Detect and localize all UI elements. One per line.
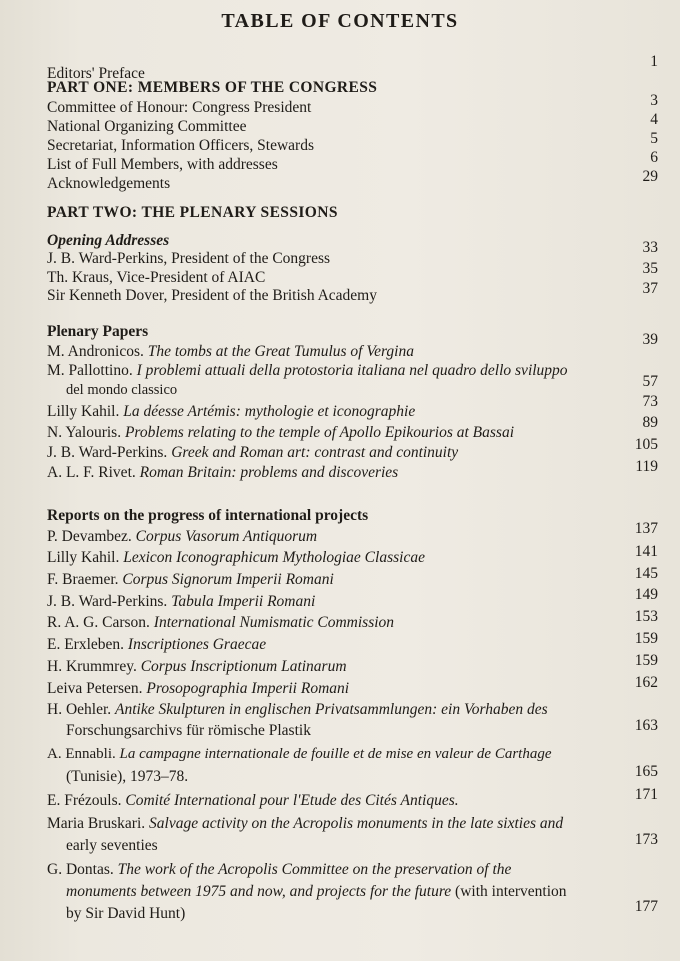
page-number: 1 [650,53,658,70]
toc-entry [47,860,511,879]
toc-entry [47,657,347,676]
entry-work: Roman Britain: problems and discoveries [139,464,399,481]
page-number: 171 [634,786,658,803]
toc-entry: Th. Kraus, Vice-President of AIAC [47,269,266,286]
page-number: 89 [642,414,658,431]
entry-work-italic: monuments between 1975 and now, and projects for the future [66,883,452,900]
entry-work: Inscriptiones Graecae [127,636,267,653]
entry-author: Leiva Petersen. [47,680,143,697]
toc-entry [47,700,548,719]
toc-entry [47,745,552,764]
entry-work: Antike Skulpturen in englischen Privatsammlungen: ein Vorhaben des [115,701,548,718]
page-number: 137 [634,520,658,537]
toc-entry: Sir Kenneth Dover, President of the British Academy [47,287,377,304]
entry-work-continued: Forschungsarchivs für römische Plastik [66,722,311,739]
entry-work: The tombs at the Great Tumulus of Vergina [147,343,414,360]
entry-work-continued: (Tunisie), 1973–78. [66,768,189,785]
toc-entry: National Organizing Committee [47,118,247,135]
entry-work-continued: early seventies [66,837,158,854]
entry-work: I problemi attuali della protostoria italiana nel quadro dello sviluppo [136,362,568,379]
page-number: 33 [642,239,658,256]
page-number: 57 [642,373,658,390]
entry-author: P. Devambez. [47,528,132,545]
entry-work: Greek and Roman art: contrast and continuity [171,444,459,461]
entry-work: La campagne internationale de fouille et de mise en valeur de Carthage [119,746,552,762]
page-number: 159 [634,630,658,647]
entry-author: Lilly Kahil. [47,549,120,566]
toc-entry [47,791,459,810]
part-two-heading: PART TWO: THE PLENARY SESSIONS [47,204,338,221]
page-number: 173 [634,831,658,848]
entry-author: M. Andronicos. [47,343,144,360]
opening-addresses-heading: Opening Addresses [47,232,170,249]
entry-work: The work of the Acropolis Committee on the preservation of the [117,861,512,878]
page-number: 3 [650,92,658,109]
page-number: 39 [642,331,658,348]
entry-author: E. Frézouls. [47,792,122,809]
entry-author: Lilly Kahil. [47,403,120,420]
entry-work-continued [66,882,567,901]
page-title: TABLE OF CONTENTS [221,10,459,32]
page-number: 4 [650,111,658,128]
entry-work: Corpus Signorum Imperii Romani [122,571,334,588]
entry-author: N. Yalouris. [47,424,122,441]
entry-author: J. B. Ward-Perkins. [47,444,168,461]
toc-entry [47,570,334,589]
toc-entry: Acknowledgements [47,175,171,192]
entry-work: Problems relating to the temple of Apollo Epikourios at Bassai [124,424,515,441]
toc-entry [47,527,317,546]
toc-entry: J. B. Ward-Perkins, President of the Congress [47,250,331,267]
entry-work: Corpus Vasorum Antiquorum [135,528,318,545]
page-number: 177 [634,898,658,915]
page-number: 6 [650,149,658,166]
entry-work: Salvage activity on the Acropolis monuments in the late sixties and [149,815,564,832]
entry-work-continued: del mondo classico [66,382,178,398]
page-number: 165 [634,763,658,780]
page-number: 119 [635,458,658,475]
toc-entry [47,592,315,611]
entry-work: Tabula Imperii Romani [171,593,316,610]
page-number: 149 [634,586,658,603]
entry-author: F. Braemer. [47,571,119,588]
entry-work: Prosopographia Imperii Romani [146,680,350,697]
entry-author: G. Dontas. [47,861,114,878]
toc-entry [47,463,398,482]
entry-work: La déesse Artémis: mythologie et iconographie [123,403,416,420]
part-one-heading: PART ONE: MEMBERS OF THE CONGRESS [47,79,378,96]
toc-entry [47,443,458,462]
page-number: 141 [634,543,658,560]
entry-author: H. Oehler. [47,701,112,718]
page-number: 29 [642,168,658,185]
page-number: 153 [634,608,658,625]
entry-title: Editors' Preface [47,65,145,82]
page-number: 5 [650,130,658,147]
entry-work: International Numismatic Commission [153,614,395,631]
entry-work: Corpus Inscriptionum Latinarum [140,658,347,675]
entry-author: R. A. G. Carson. [47,614,150,631]
entry-author: M. Pallottino. [47,362,133,379]
toc-entry [47,342,414,361]
entry-note: (with intervention [451,883,567,900]
toc-entry [47,402,415,421]
entry-author: E. Erxleben. [47,636,125,653]
toc-entry [47,679,349,698]
toc-entry: List of Full Members, with addresses [47,156,278,173]
page-number: 73 [642,393,658,410]
toc-entry [47,548,425,567]
plenary-papers-heading: Plenary Papers [47,323,149,340]
entry-author: A. L. F. Rivet. [47,464,136,481]
entry-author: J. B. Ward-Perkins. [47,593,168,610]
toc-entry [47,423,514,442]
entry-author: H. Krummrey. [47,658,137,675]
toc-entry [47,613,394,632]
page-number: 159 [634,652,658,669]
toc-entry: Secretariat, Information Officers, Stewards [47,137,314,154]
toc-entry [47,814,563,833]
page-number: 163 [634,717,658,734]
entry-author: Maria Bruskari. [47,815,146,832]
toc-entry: Committee of Honour: Congress President [47,99,312,116]
toc-entry [47,635,266,654]
page-number: 105 [634,436,658,453]
entry-work-continued: by Sir David Hunt) [66,905,186,922]
toc-entry [47,361,568,380]
page-number: 145 [634,565,658,582]
page-number: 35 [642,260,658,277]
entry-author: A. Ennabli. [47,746,116,762]
page-number: 37 [642,280,658,297]
entry-work: Lexicon Iconographicum Mythologiae Classicae [123,549,425,566]
reports-heading: Reports on the progress of international projects [47,507,369,524]
page-number: 162 [634,674,658,691]
entry-work: Comité International pour l'Etude des Cités Antiques. [125,792,459,809]
